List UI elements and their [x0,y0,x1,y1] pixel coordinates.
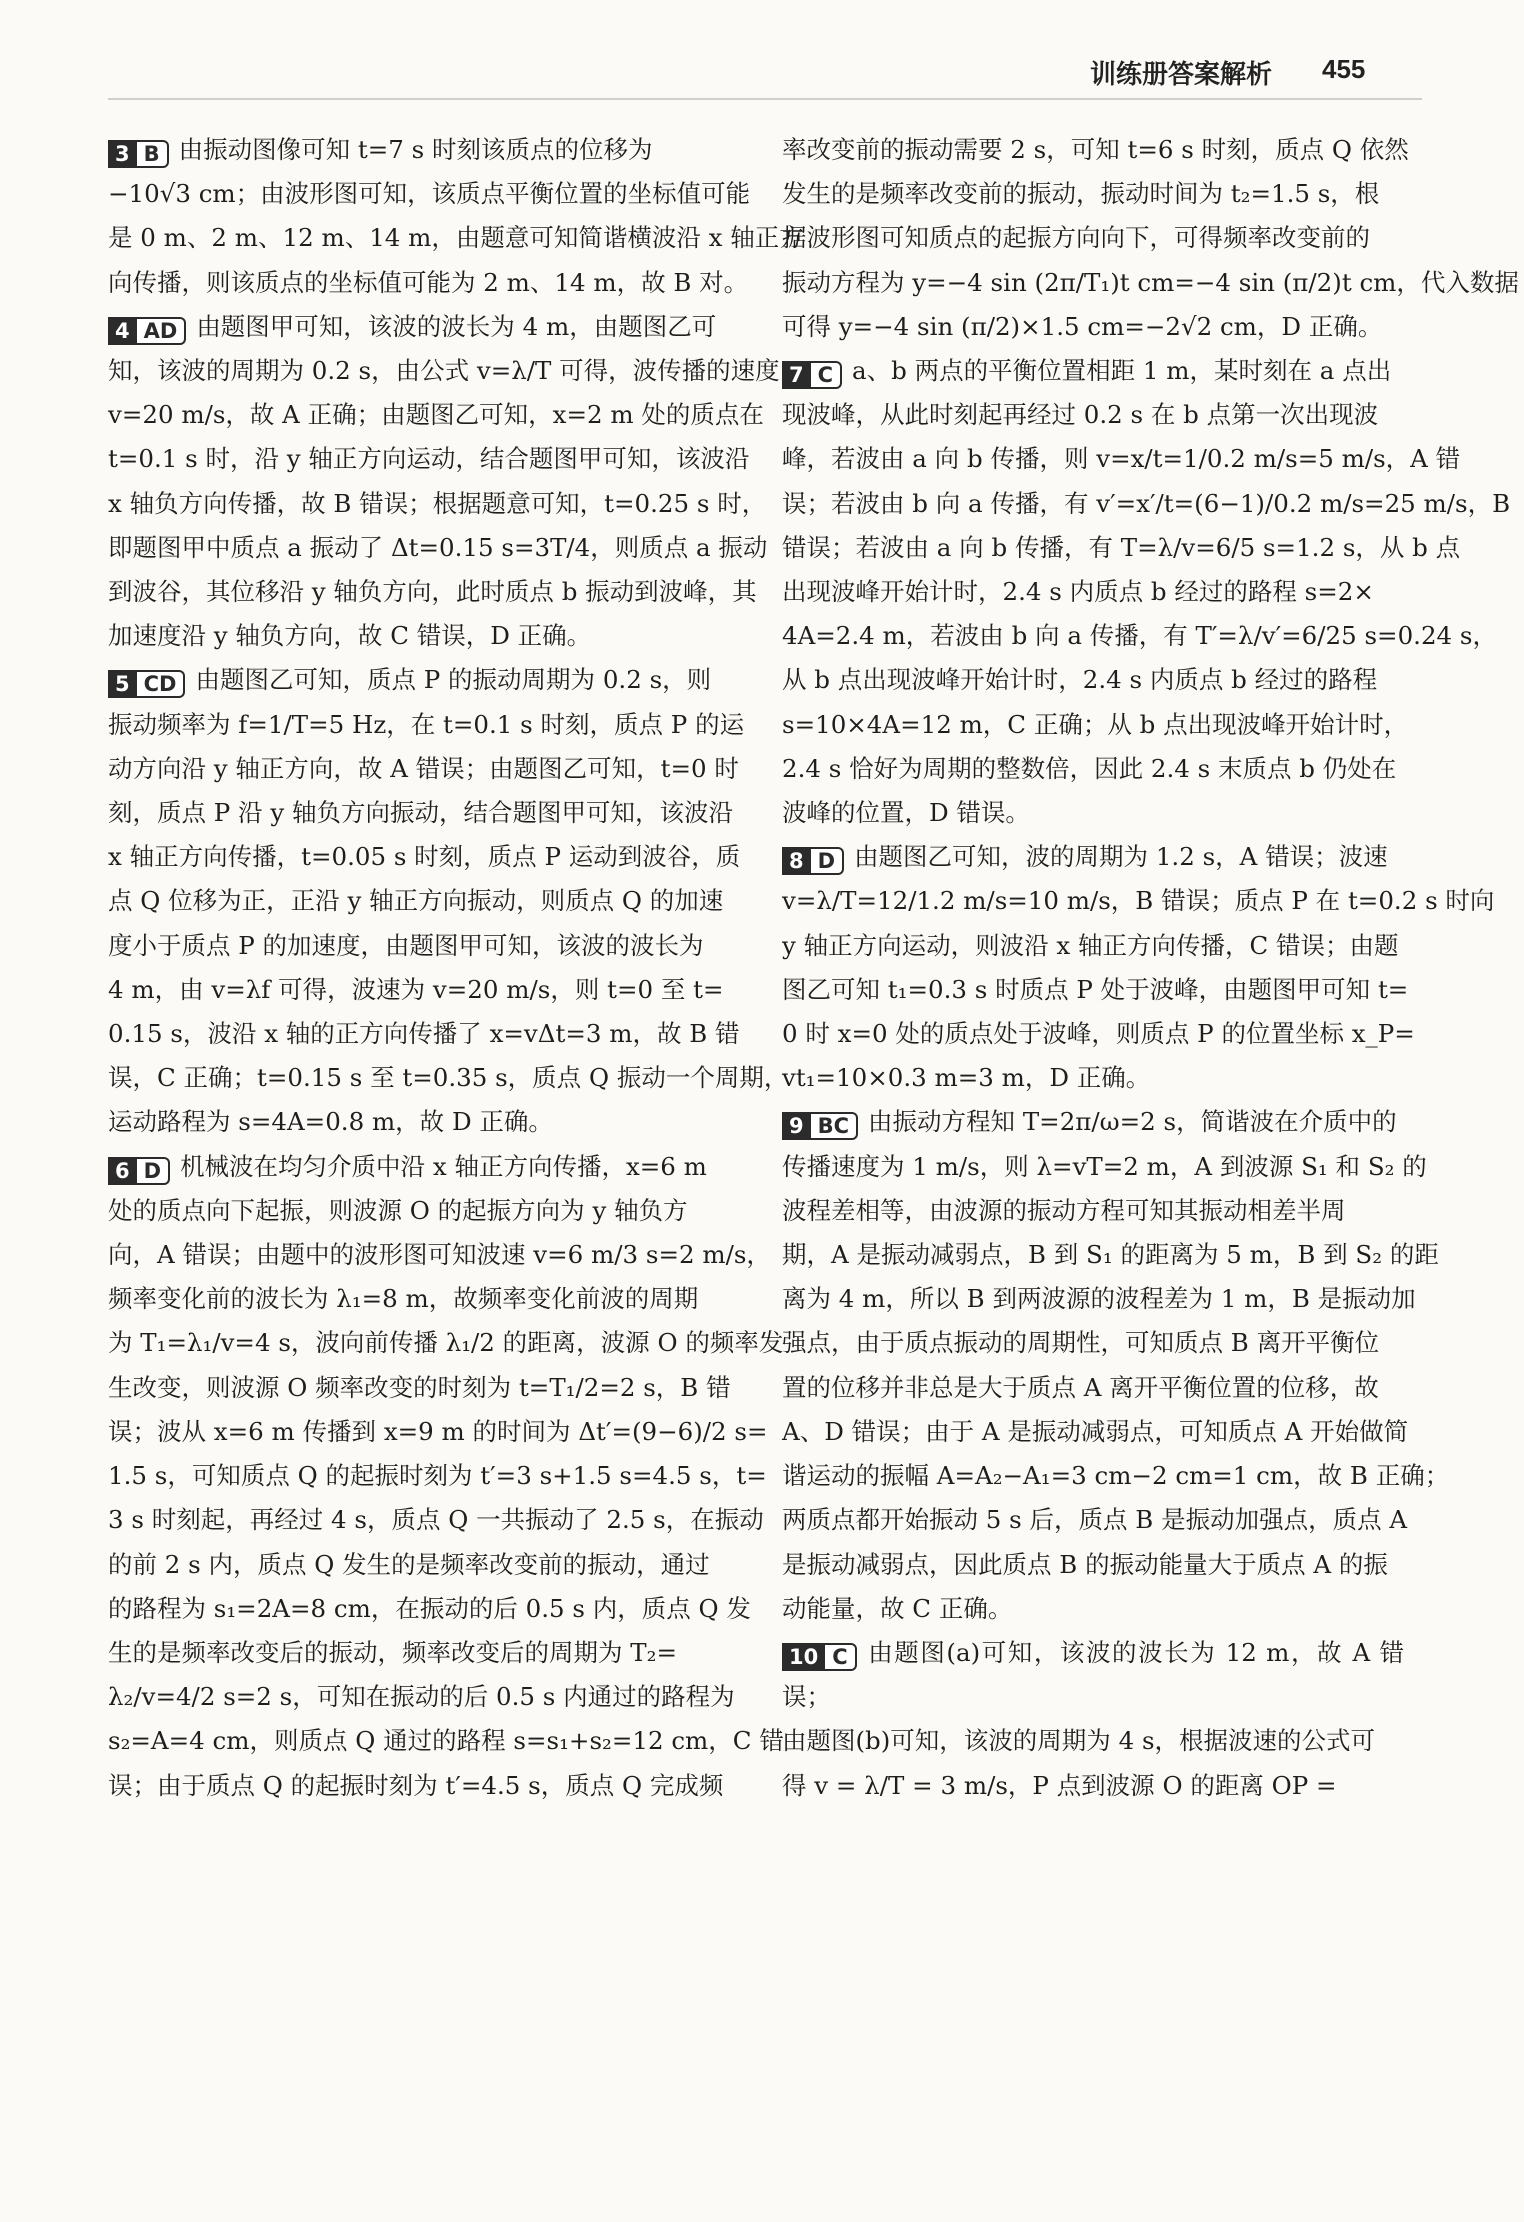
text-line: v=λ/T=12/1.2 m/s=10 m/s，B 错误；质点 P 在 t=0.2 s 时向 [782,886,1495,916]
text-line: 振动方程为 y=−4 sin (2π/T₁)t cm=−4 sin (π/2)t cm，代入数据 [782,267,1519,297]
text-line: 2.4 s 恰好为周期的整数倍，因此 2.4 s 末质点 b 仍处在 [782,753,1397,783]
answer-4 [108,305,780,659]
answer-6-continued [782,128,1519,349]
text-line: 由题图乙可知，质点 P 的振动周期为 0.2 s，则 [195,665,712,695]
text-line: 由题图甲可知，该波的波长为 4 m，由题图乙可 [196,311,717,341]
answer-badge: 4 AD [108,317,186,345]
page-number: 455 [1322,54,1366,84]
running-title: 训练册答案解析 [1090,60,1273,90]
left-column [108,128,804,1808]
text-line: 期，A 是振动减弱点，B 到 S₁ 的距离为 5 m，B 到 S₂ 的距 [782,1240,1439,1270]
text-line: 从 b 点出现波峰开始计时，2.4 s 内质点 b 经过的路程 [782,665,1378,695]
text-line: 3 s 时刻起，再经过 4 s，质点 Q 一共振动了 2.5 s，在振动 [108,1505,764,1535]
answer-badge: 10 C [782,1643,857,1671]
answer-badge: 7 C [782,361,842,389]
text-line: 处的质点向下起振，则波源 O 的起振方向为 y 轴负方 [108,1195,688,1225]
answer-badge: 8 D [782,847,844,875]
text-line: 动方向沿 y 轴正方向，故 A 错误；由题图乙可知，t=0 时 [108,753,739,783]
text-line: 刻，质点 P 沿 y 轴负方向振动，结合题图甲可知，该波沿 [108,798,733,828]
header-rule [108,98,1422,100]
text-line: 错误；若波由 a 向 b 传播，有 T=λ/v=6/5 s=1.2 s，从 b 点 [782,532,1461,562]
text-line: x 轴负方向传播，故 B 错误；根据题意可知，t=0.25 s 时， [108,488,767,518]
text-line: 加速度沿 y 轴负方向，故 C 错误，D 正确。 [108,621,592,651]
answer-6 [108,1145,784,1808]
text-line: 两质点都开始振动 5 s 后，质点 B 是振动加强点，质点 A [782,1505,1408,1535]
text-line: 可得 y=−4 sin (π/2)×1.5 cm=−2√2 cm，D 正确。 [782,311,1383,341]
text-line: λ₂/v=4/2 s=2 s，可知在振动的后 0.5 s 内通过的路程为 [108,1682,735,1712]
text-line: 点 Q 位移为正，正沿 y 轴正方向振动，则质点 Q 的加速 [108,886,724,916]
text-line: 是 0 m、2 m、12 m、14 m，由题意可知简谐横波沿 x 轴正方 [108,223,804,253]
text-line: 传播速度为 1 m/s，则 λ=vT=2 m，A 到波源 S₁ 和 S₂ 的 [782,1151,1427,1181]
answer-badge: 3 B [108,140,169,168]
text-line: 度小于质点 P 的加速度，由题图甲可知，该波的波长为 [108,930,704,960]
text-line: 波峰的位置，D 错误。 [782,798,1030,828]
text-line: 向传播，则该质点的坐标值可能为 2 m、14 m，故 B 对。 [108,267,749,297]
text-line: 波程差相等，由波源的振动方程可知其振动相差半周 [782,1195,1346,1225]
answer-3 [108,128,804,305]
text-line: 得 v = λ/T = 3 m/s，P 点到波源 O 的距离 OP = [782,1770,1337,1800]
answer-5 [108,658,789,1144]
text-line: 误，C 正确；t=0.15 s 至 t=0.35 s，质点 Q 振动一个周期， [108,1063,789,1093]
answer-9 [782,1100,1450,1630]
text-line: t=0.1 s 时，沿 y 轴正方向运动，结合题图甲可知，该波沿 [108,444,750,474]
text-line: 振动频率为 f=1/T=5 Hz，在 t=0.1 s 时刻，质点 P 的运 [108,709,745,739]
text-line: 是振动减弱点，因此质点 B 的振动能量大于质点 A 的振 [782,1549,1388,1579]
text-line: 强点，由于质点振动的周期性，可知质点 B 离开平衡位 [782,1328,1380,1358]
text-line: 据波形图可知质点的起振方向向下，可得频率改变前的 [782,223,1370,253]
text-line: 图乙可知 t₁=0.3 s 时质点 P 处于波峰，由题图甲可知 t= [782,974,1409,1004]
text-line: 1.5 s，可知质点 Q 的起振时刻为 t′=3 s+1.5 s=4.5 s，t= [108,1461,767,1491]
text-line: 由题图(a)可知，该波的波长为 12 m，故 A 错误； [782,1637,1404,1712]
text-line: 峰，若波由 a 向 b 传播，则 v=x/t=1/0.2 m/s=5 m/s，A 错 [782,444,1461,474]
text-line: 谐运动的振幅 A=A₂−A₁=3 cm−2 cm=1 cm，故 B 正确； [782,1461,1450,1491]
text-line: 误；若波由 b 向 a 传播，有 v′=x′/t=(6−1)/0.2 m/s=25 m/s，B [782,488,1511,518]
text-line: 由振动方程知 T=2π/ω=2 s，简谐波在介质中的 [868,1107,1397,1137]
text-line: −10√3 cm；由波形图可知，该质点平衡位置的坐标值可能 [108,179,751,209]
text-line: 机械波在均匀介质中沿 x 轴正方向传播，x=6 m [180,1151,707,1181]
text-line: 生的是频率改变后的振动，频率改变后的周期为 T₂= [108,1637,677,1667]
text-line: 由振动图像可知 t=7 s 时刻该质点的位移为 [178,135,653,164]
text-line: 误；波从 x=6 m 传播到 x=9 m 的时间为 Δt′=(9−6)/2 s= [108,1416,768,1446]
text-line: v=20 m/s，故 A 正确；由题图乙可知，x=2 m 处的质点在 [108,400,764,430]
text-line: 运动路程为 s=4A=0.8 m，故 D 正确。 [108,1107,553,1137]
text-line: 知，该波的周期为 0.2 s，由公式 v=λ/T 可得，波传播的速度 [108,356,780,386]
text-line: 4 m，由 v=λf 可得，波速为 v=20 m/s，则 t=0 至 t= [108,974,724,1004]
answer-7 [782,349,1511,835]
text-line: 到波谷，其位移沿 y 轴负方向，此时质点 b 振动到波峰，其 [108,577,757,607]
text-line: s₂=A=4 cm，则质点 Q 通过的路程 s=s₁+s₂=12 cm，C 错 [108,1726,784,1756]
text-line: y 轴正方向运动，则波沿 x 轴正方向传播，C 错误；由题 [782,930,1399,960]
text-line: 0.15 s，波沿 x 轴的正方向传播了 x=vΔt=3 m，故 B 错 [108,1019,740,1049]
text-line: 由题图乙可知，波的周期为 1.2 s，A 错误；波速 [854,842,1388,872]
text-line: 置的位移并非总是大于质点 A 离开平衡位置的位移，故 [782,1372,1379,1402]
text-line: 为 T₁=λ₁/v=4 s，波向前传播 λ₁/2 的距离，波源 O 的频率发 [108,1328,784,1358]
text-line: 由题图(b)可知，该波的周期为 4 s，根据波速的公式可 [782,1726,1376,1756]
text-line: x 轴正方向传播，t=0.05 s 时刻，质点 P 运动到波谷，质 [108,842,741,872]
answer-10 [782,1631,1404,1808]
text-line: 误；由于质点 Q 的起振时刻为 t′=4.5 s，质点 Q 完成频 [108,1770,724,1800]
text-line: a、b 两点的平衡位置相距 1 m，某时刻在 a 点出 [852,356,1392,386]
text-line: 生改变，则波源 O 频率改变的时刻为 t=T₁/2=2 s，B 错 [108,1372,731,1402]
text-line: 率改变前的振动需要 2 s，可知 t=6 s 时刻，质点 Q 依然 [782,135,1409,164]
text-line: 出现波峰开始计时，2.4 s 内质点 b 经过的路程 s=2× [782,577,1374,607]
text-line: 离为 4 m，所以 B 到两波源的波程差为 1 m，B 是振动加 [782,1284,1416,1314]
text-line: 的路程为 s₁=2A=8 cm，在振动的后 0.5 s 内，质点 Q 发 [108,1593,751,1623]
right-column [782,128,1519,1808]
text-line: vt₁=10×0.3 m=3 m，D 正确。 [782,1063,1151,1093]
answer-badge: 5 CD [108,670,185,698]
text-line: 现波峰，从此时刻起再经过 0.2 s 在 b 点第一次出现波 [782,400,1379,430]
answer-8 [782,835,1495,1100]
answer-badge: 9 BC [782,1112,858,1140]
text-line: 动能量，故 C 正确。 [782,1593,1013,1623]
text-line: 向，A 错误；由题中的波形图可知波速 v=6 m/3 s=2 m/s， [108,1240,771,1270]
answer-badge: 6 D [108,1157,170,1185]
text-line: 4A=2.4 m，若波由 b 向 a 传播，有 T′=λ/v′=6/25 s=0.24 s， [782,621,1497,651]
text-line: s=10×4A=12 m，C 正确；从 b 点出现波峰开始计时， [782,709,1409,739]
text-line: A、D 错误；由于 A 是振动减弱点，可知质点 A 开始做简 [782,1416,1409,1446]
text-line: 发生的是频率改变前的振动，振动时间为 t₂=1.5 s，根 [782,179,1380,209]
text-line: 即题图甲中质点 a 振动了 Δt=0.15 s=3T/4，则质点 a 振动 [108,532,768,562]
text-line: 频率变化前的波长为 λ₁=8 m，故频率变化前波的周期 [108,1284,699,1314]
text-line: 0 时 x=0 处的质点处于波峰，则质点 P 的位置坐标 x_P= [782,1019,1415,1049]
page-header [0,52,1524,92]
text-line: 的前 2 s 内，质点 Q 发生的是频率改变前的振动，通过 [108,1549,710,1579]
